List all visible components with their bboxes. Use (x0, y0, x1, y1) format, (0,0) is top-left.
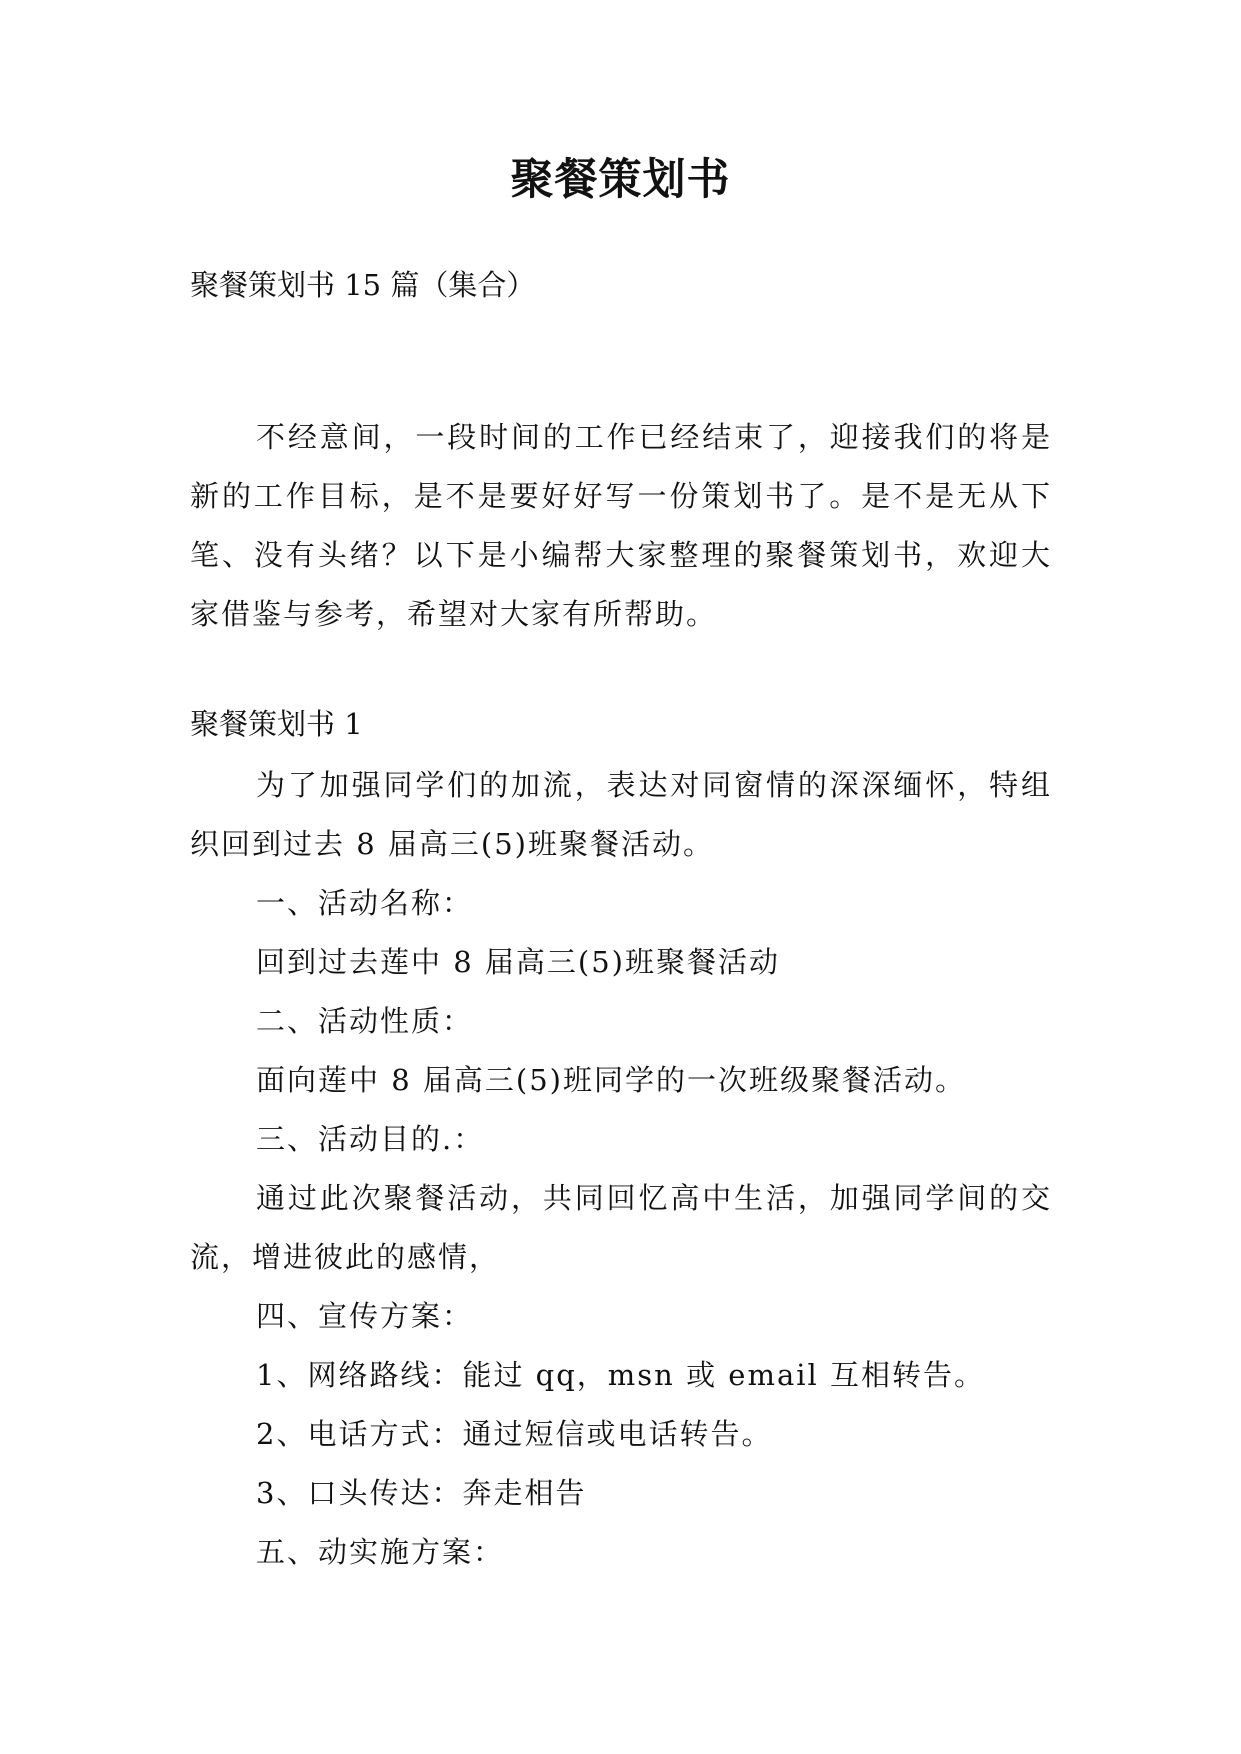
promotion-item-2: 2、电话方式：通过短信或电话转告。 (256, 1417, 773, 1451)
section-1-body (190, 756, 1052, 1582)
paragraph-purpose: 为了加强同学们的加流，表达对同窗情的深深缅怀，特组织回到过去 8 届高三(5)班聚餐活动。 (190, 768, 1052, 861)
activity-purpose-value: 通过此次聚餐活动，共同回忆高中生活，加强同学间的交流，增进彼此的感情， (190, 1181, 1052, 1274)
intro-paragraph: 不经意间，一段时间的工作已经结束了，迎接我们的将是新的工作目标，是不是要好好写一份策划书了。是不是无从下笔、没有头绪？以下是小编帮大家整理的聚餐策划书，欢迎大家借鉴与参考，希望对大家有所帮助。 (190, 420, 1052, 631)
heading-activity-nature: 二、活动性质： (256, 1004, 474, 1038)
heading-activity-purpose: 三、活动目的.： (256, 1122, 485, 1156)
document-subtitle: 聚餐策划书 15 篇（集合） (190, 268, 536, 302)
section-title-1: 聚餐策划书 1 (190, 707, 363, 741)
activity-name-value: 回到过去莲中 8 届高三(5)班聚餐活动 (256, 945, 780, 979)
heading-activity-name: 一、活动名称： (256, 886, 474, 920)
heading-implementation-plan: 五、动实施方案： (256, 1535, 505, 1569)
promotion-item-1: 1、网络路线：能过 qq，msn 或 email 互相转告。 (256, 1358, 986, 1392)
heading-promotion-plan: 四、宣传方案： (256, 1299, 474, 1333)
document-title: 聚餐策划书 (510, 155, 731, 205)
activity-nature-value: 面向莲中 8 届高三(5)班同学的一次班级聚餐活动。 (256, 1063, 966, 1097)
promotion-item-3: 3、口头传达：奔走相告 (256, 1476, 587, 1510)
